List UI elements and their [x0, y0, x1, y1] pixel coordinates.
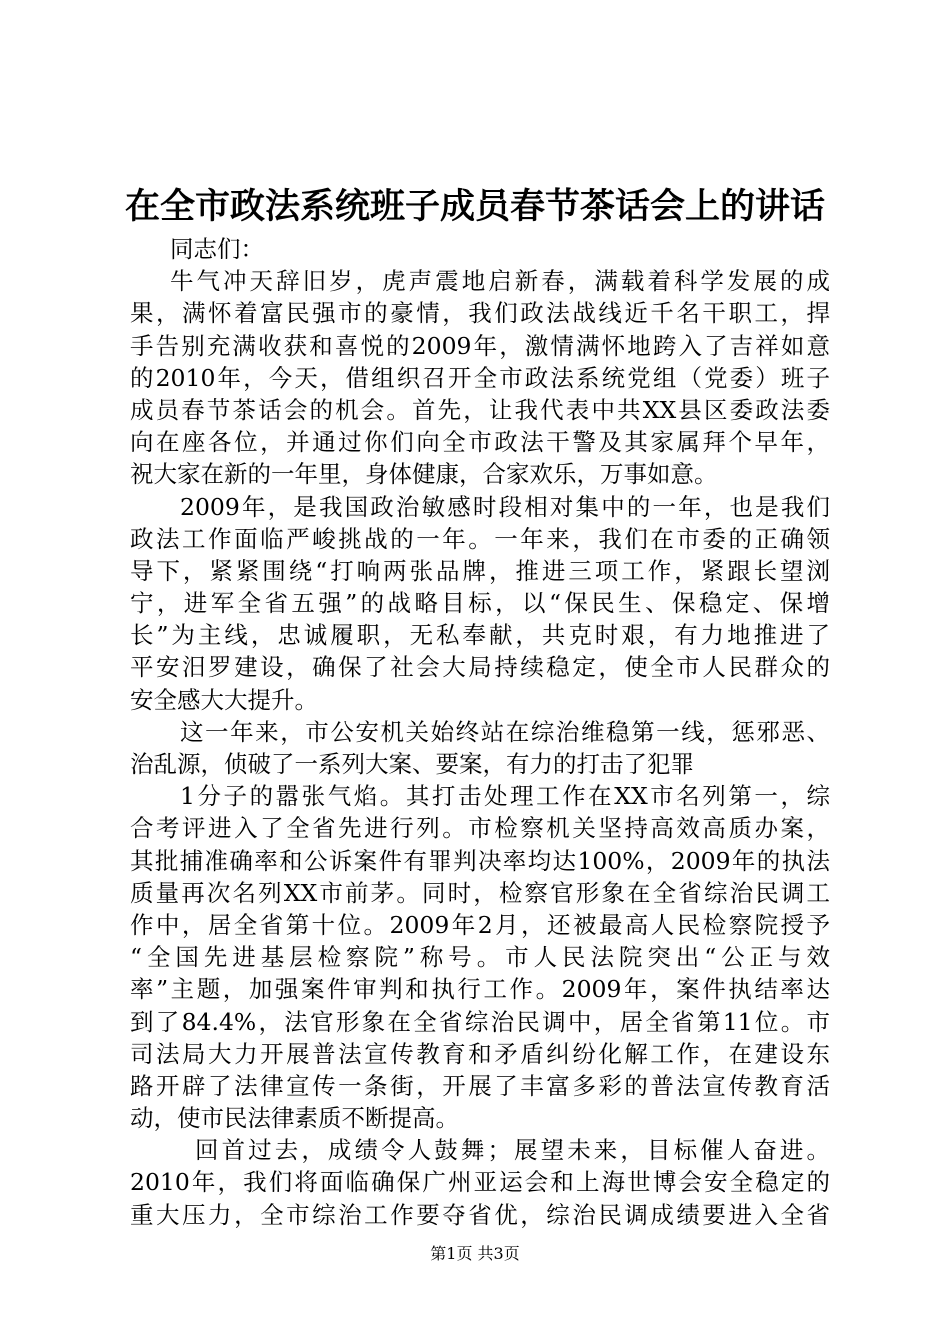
- text-line: 合考评进入了全省先进行列。市检察机关坚持高效高质办案，: [130, 814, 830, 843]
- text-line: 导下，紧紧围绕“打响两张品牌，推进三项工作，紧跟长望浏: [130, 556, 830, 585]
- text-line: 重大压力，全市综治工作要夺省优，综治民调成绩要进入全省: [130, 1200, 830, 1229]
- text-line: 其批捕准确率和公诉案件有罪判决率均达100%，2009年的执法: [130, 846, 830, 875]
- text-line: 同志们：: [170, 235, 264, 263]
- text-line: 作中，居全省第十位。2009年2月，还被最高人民检察院授予: [130, 910, 830, 939]
- page-footer: 第1页 共3页: [430, 1244, 520, 1263]
- text-line: 动，使市民法律素质不断提高。: [130, 1104, 459, 1133]
- text-line: 手告别充满收获和喜悦的2009年，激情满怀地跨入了吉祥如意: [130, 331, 830, 360]
- text-line: 安全感大大提升。: [130, 685, 318, 714]
- text-line: 2010年，我们将面临确保广州亚运会和上海世博会安全稳定的: [130, 1168, 830, 1197]
- text-line: 司法局大力开展普法宣传教育和矛盾纠纷化解工作，在建设东: [130, 1039, 830, 1068]
- text-line: 祝大家在新的一年里，身体健康，合家欢乐，万事如意。: [130, 460, 718, 489]
- text-line: 1分子的嚣张气焰。其打击处理工作在XX市名列第一，综: [180, 782, 830, 811]
- text-line: 这一年来，市公安机关始终站在综治维稳第一线，惩邪恶、: [180, 717, 830, 746]
- text-line: 果，满怀着富民强市的豪情，我们政法战线近千名干职工，捍: [130, 299, 830, 328]
- text-line: 治乱源，侦破了一系列大案、要案，有力的打击了犯罪: [130, 750, 694, 778]
- text-line: 长”为主线，忠诚履职，无私奉献，共克时艰，有力地推进了: [130, 621, 830, 650]
- text-line: “全国先进基层检察院”称号。市人民法院突出“公正与效: [130, 943, 830, 972]
- document-title: 在全市政法系统班子成员春节茶话会上的讲话: [124, 186, 825, 227]
- text-line: 政法工作面临严峻挑战的一年。一年来，我们在市委的正确领: [130, 524, 830, 553]
- text-line: 到了84.4%，法官形象在全省综治民调中，居全省第11位。市: [130, 1007, 830, 1036]
- text-line: 平安汨罗建设，确保了社会大局持续稳定，使全市人民群众的: [130, 653, 830, 682]
- text-line: 2009年，是我国政治敏感时段相对集中的一年，也是我们: [180, 492, 830, 521]
- text-line: 宁，进军全省五强”的战略目标，以“保民生、保稳定、保增: [130, 589, 830, 618]
- text-line: 成员春节茶话会的机会。首先，让我代表中共XX县区委政法委: [130, 395, 830, 424]
- text-line: 回首过去，成绩令人鼓舞；展望未来，目标催人奋进。: [195, 1136, 830, 1165]
- text-line: 向在座各位，并通过你们向全市政法干警及其家属拜个早年，: [130, 428, 830, 457]
- text-line: 率”主题，加强案件审判和执行工作。2009年，案件执结率达: [130, 975, 830, 1004]
- text-line: 牛气冲天辞旧岁，虎声震地启新春，满载着科学发展的成: [170, 267, 830, 296]
- text-line: 质量再次名列XX市前茅。同时，检察官形象在全省综治民调工: [130, 878, 830, 907]
- text-line: 路开辟了法律宣传一条街，开展了丰富多彩的普法宣传教育活: [130, 1071, 830, 1100]
- text-line: 的2010年，今天，借组织召开全市政法系统党组（党委）班子: [130, 363, 830, 392]
- document-body: [130, 233, 830, 1231]
